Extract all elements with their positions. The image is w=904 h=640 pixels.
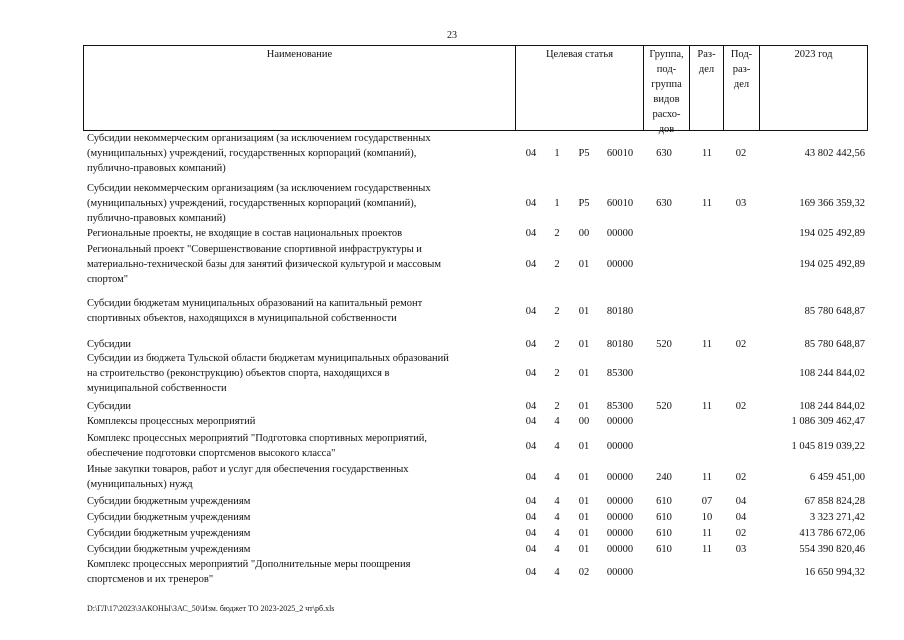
cell-amount: 413 786 672,06	[799, 528, 865, 539]
cell-c4: 80180	[606, 306, 634, 317]
cell-amount: 554 390 820,46	[799, 544, 865, 555]
cell-c2: 2	[554, 259, 560, 270]
cell-amount: 85 780 648,87	[804, 339, 865, 350]
cell-c1: 04	[525, 496, 537, 507]
cell-c4: 60010	[606, 148, 634, 159]
cell-c2: 2	[554, 401, 560, 412]
cell-sec: 11	[701, 198, 713, 209]
cell-c1: 04	[525, 544, 537, 555]
cell-sub: 04	[735, 496, 747, 507]
cell-c1: 04	[525, 368, 537, 379]
cell-grp: 610	[656, 496, 672, 507]
cell-amount: 108 244 844,02	[799, 401, 865, 412]
cell-amount: 1 086 309 462,47	[791, 416, 865, 427]
header-section: Раз- дел	[689, 45, 723, 131]
cell-sec: 11	[701, 148, 713, 159]
cell-c3: 00	[578, 416, 590, 427]
cell-grp: 610	[656, 528, 672, 539]
row-name: Субсидии из бюджета Тульской области бюджетам муниципальных образований на строительство (реконструкцию) объектов спорта, находящихся в муниципальной собственности	[87, 353, 449, 394]
table-row	[0, 462, 904, 492]
cell-sub: 02	[735, 528, 747, 539]
cell-c2: 2	[554, 368, 560, 379]
table-row	[0, 542, 904, 557]
table-row	[0, 242, 904, 290]
page-number: 23	[447, 30, 457, 41]
table-row	[0, 131, 904, 179]
cell-c2: 1	[554, 198, 560, 209]
cell-c4: 00000	[606, 567, 634, 578]
cell-c4: 85300	[606, 368, 634, 379]
table-row	[0, 399, 904, 414]
row-name: Субсидии бюджетным учреждениям	[87, 496, 251, 507]
cell-c3: 01	[578, 368, 590, 379]
table-row	[0, 181, 904, 229]
cell-c2: 2	[554, 228, 560, 239]
cell-c4: 00000	[606, 528, 634, 539]
cell-c4: 80180	[606, 339, 634, 350]
cell-c4: 85300	[606, 401, 634, 412]
cell-c2: 2	[554, 306, 560, 317]
cell-sec: 11	[701, 544, 713, 555]
cell-c2: 4	[554, 512, 560, 523]
table-row	[0, 526, 904, 541]
cell-c3: 00	[578, 228, 590, 239]
cell-amount: 3 323 271,42	[809, 512, 865, 523]
cell-c2: 4	[554, 567, 560, 578]
cell-c1: 04	[525, 472, 537, 483]
table-row	[0, 494, 904, 509]
row-name: Субсидии бюджетам муниципальных образований на капитальный ремонт спортивных объектов, находящихся в муниципальной собственности	[87, 298, 423, 324]
cell-c1: 04	[525, 306, 537, 317]
header-subsection: Под- раз- дел	[723, 45, 759, 131]
cell-amount: 1 045 819 039,22	[791, 441, 865, 452]
cell-c3: 01	[578, 441, 590, 452]
cell-grp: 630	[656, 198, 672, 209]
cell-sec: 10	[701, 512, 713, 523]
cell-amount: 67 858 824,28	[804, 496, 865, 507]
table-row	[0, 414, 904, 429]
cell-c2: 4	[554, 544, 560, 555]
cell-c1: 04	[525, 148, 537, 159]
row-name: Региональные проекты, не входящие в состав национальных проектов	[87, 228, 403, 239]
file-path-footer: D:\ГЛ\17\2023\ЗАКОНЫ\ЗАС_50\Изм. бюджет ТО 2023-2025_2 чт\рб.xls	[87, 604, 335, 613]
header-name: Наименование	[83, 45, 515, 131]
cell-grp: 520	[656, 401, 672, 412]
cell-amount: 108 244 844,02	[799, 368, 865, 379]
cell-amount: 6 459 451,00	[809, 472, 865, 483]
table-row	[0, 337, 904, 352]
cell-c4: 00000	[606, 512, 634, 523]
cell-c3: 02	[578, 567, 590, 578]
cell-sec: 11	[701, 401, 713, 412]
cell-c3: 01	[578, 401, 590, 412]
cell-sub: 03	[735, 544, 747, 555]
cell-c4: 60010	[606, 198, 634, 209]
cell-c4: 00000	[606, 228, 634, 239]
cell-amount: 194 025 492,89	[799, 228, 865, 239]
cell-c4: 00000	[606, 496, 634, 507]
cell-sub: 03	[735, 198, 747, 209]
cell-amount: 169 366 359,32	[799, 198, 865, 209]
cell-c3: 01	[578, 306, 590, 317]
row-name: Субсидии некоммерческим организациям (за исключением государственных (муниципальных) учреждений, государственных корпораций (компаний), публично-правовых компаний)	[87, 183, 431, 224]
cell-sub: 02	[735, 339, 747, 350]
table-row	[0, 226, 904, 241]
cell-c4: 00000	[606, 416, 634, 427]
table-row	[0, 351, 904, 397]
row-name: Субсидии бюджетным учреждениям	[87, 512, 251, 523]
cell-c1: 04	[525, 441, 537, 452]
cell-grp: 610	[656, 512, 672, 523]
cell-c2: 2	[554, 339, 560, 350]
cell-c2: 1	[554, 148, 560, 159]
cell-grp: 240	[656, 472, 672, 483]
row-name: Субсидии	[87, 339, 132, 350]
cell-c3: 01	[578, 544, 590, 555]
cell-sec: 07	[701, 496, 713, 507]
cell-c3: 01	[578, 339, 590, 350]
table-row	[0, 431, 904, 461]
cell-sub: 02	[735, 401, 747, 412]
cell-c2: 4	[554, 528, 560, 539]
header-group: Группа, под- группа видов расхо- дов	[643, 45, 689, 131]
cell-sub: 02	[735, 148, 747, 159]
cell-c4: 00000	[606, 259, 634, 270]
cell-amount: 85 780 648,87	[804, 306, 865, 317]
row-name: Субсидии	[87, 401, 132, 412]
cell-sub: 04	[735, 512, 747, 523]
cell-c4: 00000	[606, 544, 634, 555]
cell-grp: 610	[656, 544, 672, 555]
cell-c3: 01	[578, 512, 590, 523]
cell-c3: P5	[578, 148, 590, 159]
cell-c1: 04	[525, 567, 537, 578]
cell-c2: 4	[554, 441, 560, 452]
cell-c3: 01	[578, 259, 590, 270]
cell-sec: 11	[701, 339, 713, 350]
cell-amount: 194 025 492,89	[799, 259, 865, 270]
row-name: Иные закупки товаров, работ и услуг для обеспечения государственных (муниципальных) нужд	[87, 464, 409, 490]
cell-c1: 04	[525, 259, 537, 270]
cell-sec: 11	[701, 472, 713, 483]
cell-c1: 04	[525, 198, 537, 209]
cell-amount: 16 650 994,32	[804, 567, 865, 578]
cell-c2: 4	[554, 496, 560, 507]
cell-c1: 04	[525, 416, 537, 427]
row-name: Комплексы процессных мероприятий	[87, 416, 256, 427]
cell-c1: 04	[525, 228, 537, 239]
table-row	[0, 510, 904, 525]
table-row	[0, 557, 904, 587]
cell-c2: 4	[554, 472, 560, 483]
row-name: Субсидии некоммерческим организациям (за исключением государственных (муниципальных) учреждений, государственных корпораций (компаний), публично-правовых компаний)	[87, 133, 431, 174]
cell-c1: 04	[525, 401, 537, 412]
table-row	[0, 296, 904, 328]
cell-c4: 00000	[606, 472, 634, 483]
cell-c3: 01	[578, 472, 590, 483]
cell-c3: 01	[578, 528, 590, 539]
cell-c4: 00000	[606, 441, 634, 452]
cell-c1: 04	[525, 528, 537, 539]
cell-c1: 04	[525, 512, 537, 523]
row-name: Комплекс процессных мероприятий "Подготовка спортивных мероприятий, обеспечение подготовки спортсменов высокого класса"	[87, 433, 428, 459]
cell-c1: 04	[525, 339, 537, 350]
header-year: 2023 год	[759, 45, 868, 131]
cell-c3: P5	[578, 198, 590, 209]
row-name: Комплекс процессных мероприятий "Дополнительные меры поощрения спортсменов и их тренеров"	[87, 559, 411, 585]
cell-sec: 11	[701, 528, 713, 539]
cell-c3: 01	[578, 496, 590, 507]
cell-grp: 630	[656, 148, 672, 159]
cell-sub: 02	[735, 472, 747, 483]
cell-grp: 520	[656, 339, 672, 350]
row-name: Субсидии бюджетным учреждениям	[87, 528, 251, 539]
cell-c2: 4	[554, 416, 560, 427]
cell-amount: 43 802 442,56	[804, 148, 865, 159]
table-header	[83, 45, 868, 135]
row-name: Региональный проект "Совершенствование спортивной инфраструктуры и материально-технической базы для занятий физической культурой и массовым спортом"	[87, 244, 441, 285]
header-target-article: Целевая статья	[515, 45, 643, 131]
row-name: Субсидии бюджетным учреждениям	[87, 544, 251, 555]
